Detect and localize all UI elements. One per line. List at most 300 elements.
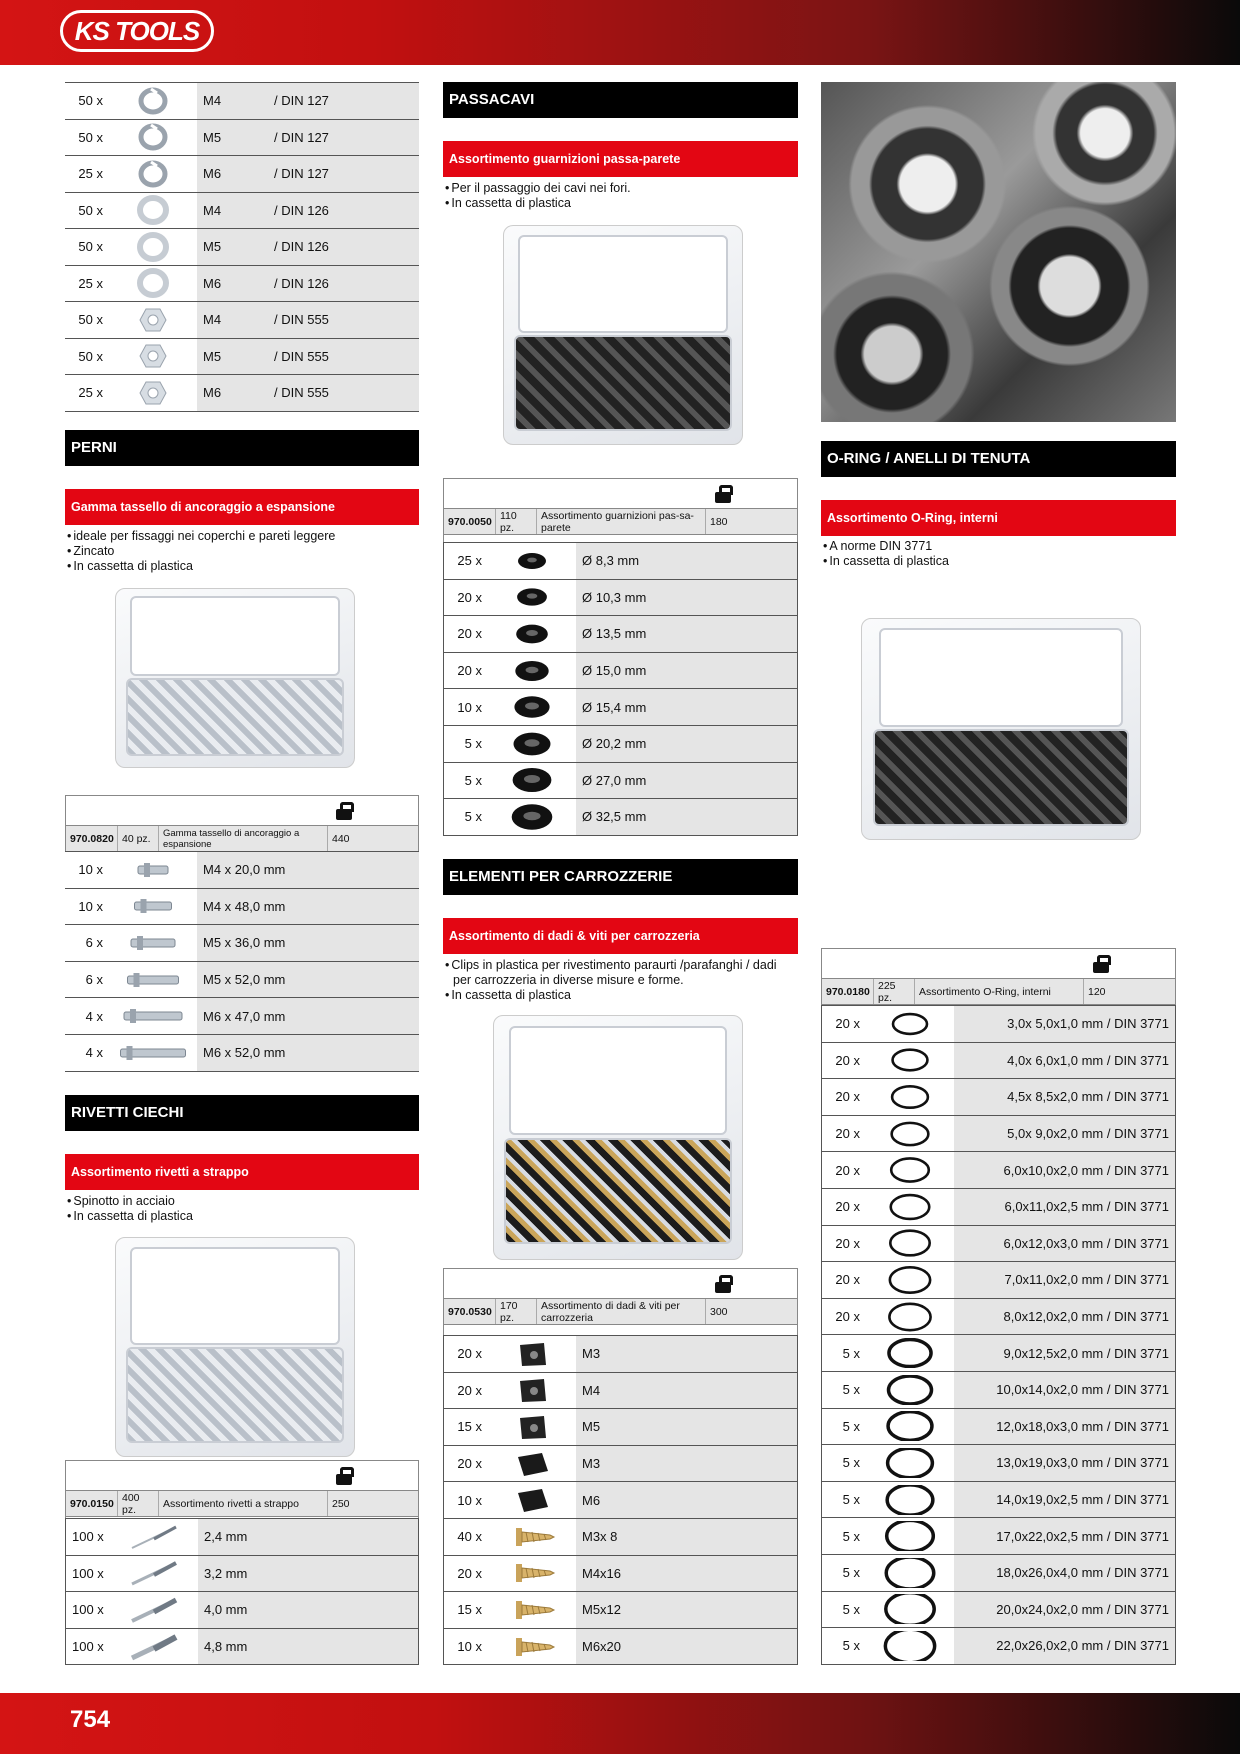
- table-row: [822, 1299, 1175, 1336]
- item-description: 8,0x12,0x2,0 mm / DIN 3771: [954, 1299, 1175, 1335]
- item-description: 22,0x26,0x2,0 mm / DIN 3771: [954, 1628, 1175, 1664]
- table-row: [65, 193, 419, 230]
- table-row: [822, 1152, 1175, 1189]
- article-code: 970.0820: [66, 826, 118, 851]
- item-description: 17,0x22,0x2,5 mm / DIN 3771: [954, 1518, 1175, 1554]
- o-ring-icon: [870, 1375, 950, 1405]
- table-row: [444, 580, 797, 617]
- quantity: 50 x: [65, 302, 109, 338]
- rivet-icon: [114, 1522, 194, 1552]
- quantity: 5 x: [822, 1409, 866, 1445]
- weight-value: 440: [332, 832, 350, 845]
- item-illustration: [488, 726, 576, 762]
- product-photo: [861, 618, 1141, 840]
- item-description: 9,0x12,5x2,0 mm / DIN 3771: [954, 1335, 1175, 1371]
- quantity: 20 x: [822, 1152, 866, 1188]
- norm: / DIN 555: [274, 375, 419, 411]
- table-row: [444, 1629, 797, 1666]
- o-ring-icon: [870, 1558, 950, 1588]
- item-illustration: [109, 889, 197, 925]
- table-row: [65, 852, 419, 889]
- quantity: 20 x: [444, 653, 488, 689]
- item-illustration: [488, 580, 576, 616]
- thread-size: M6: [197, 266, 274, 302]
- feature-item: • In cassetta di plastica: [443, 196, 798, 211]
- item-illustration: [488, 1556, 576, 1592]
- item-description: 5,0x 9,0x2,0 mm / DIN 3771: [954, 1116, 1175, 1152]
- item-illustration: [109, 266, 197, 302]
- feature-list: [821, 539, 1176, 569]
- item-illustration: [488, 1409, 576, 1445]
- item-illustration: [109, 962, 197, 998]
- item-description: M5: [576, 1409, 797, 1445]
- quantity: 40 x: [444, 1519, 488, 1555]
- table-row: [444, 1373, 797, 1410]
- piece-count: 110 pz.: [496, 509, 537, 534]
- item-description: M6x20: [576, 1629, 797, 1665]
- weight-icon: [715, 1275, 731, 1293]
- table-row: [65, 998, 419, 1035]
- grommet-icon: [492, 546, 572, 576]
- o-ring-icon: [870, 1265, 950, 1295]
- thread-size: M4: [197, 193, 274, 229]
- quantity: 10 x: [444, 689, 488, 725]
- thread-size: M5: [197, 339, 274, 375]
- item-illustration: [866, 1116, 954, 1152]
- item-description: M5 x 52,0 mm: [197, 962, 419, 998]
- table-row: [444, 1556, 797, 1593]
- table-row: [444, 763, 797, 800]
- table-row: [444, 1336, 797, 1373]
- page-footer: [0, 1693, 1240, 1754]
- article-name: Gamma tassello di ancoraggio a espansione: [159, 826, 328, 851]
- quantity: 5 x: [822, 1592, 866, 1628]
- item-description: Ø 8,3 mm: [576, 543, 797, 579]
- table-row: [65, 83, 419, 120]
- rivet-icon: [114, 1632, 194, 1662]
- item-illustration: [866, 1079, 954, 1115]
- item-illustration: [488, 616, 576, 652]
- item-illustration: [866, 1299, 954, 1335]
- product-photo: [115, 1237, 355, 1457]
- item-description: Ø 15,4 mm: [576, 689, 797, 725]
- section-subtitle: Assortimento di dadi & viti per carrozzeria: [443, 918, 798, 954]
- item-illustration: [866, 1409, 954, 1445]
- table-row: [65, 229, 419, 266]
- o-ring-icon: [870, 1045, 950, 1075]
- item-illustration: [109, 83, 197, 119]
- table-row: [822, 1079, 1175, 1116]
- item-illustration: [866, 1372, 954, 1408]
- item-illustration: [866, 1628, 954, 1664]
- flat-washer-icon: [113, 232, 193, 262]
- self-tapping-screw-icon: [492, 1522, 572, 1552]
- item-illustration: [866, 1262, 954, 1298]
- item-description: 3,0x 5,0x1,0 mm / DIN 3771: [954, 1006, 1175, 1042]
- section-subtitle: Assortimento O-Ring, interni: [821, 500, 1176, 536]
- item-illustration: [109, 375, 197, 411]
- feature-item: • Clips in plastica per rivestimento paraurti /parafanghi / dadi per carrozzeria in diverse misure e forme.: [443, 958, 798, 988]
- item-illustration: [110, 1592, 198, 1628]
- table-row: [444, 1446, 797, 1483]
- quantity: 20 x: [822, 1116, 866, 1152]
- item-illustration: [488, 799, 576, 835]
- weight-icon: [336, 1467, 352, 1485]
- quantity: 25 x: [65, 156, 109, 192]
- quantity: 20 x: [444, 1336, 488, 1372]
- piece-count: 225 pz.: [874, 979, 915, 1004]
- rivet-icon: [114, 1558, 194, 1588]
- quantity: 5 x: [444, 799, 488, 835]
- piece-count: 40 pz.: [118, 826, 159, 851]
- feature-item: • In cassetta di plastica: [443, 988, 798, 1003]
- item-description: 18,0x26,0x4,0 mm / DIN 3771: [954, 1555, 1175, 1591]
- quantity: 50 x: [65, 193, 109, 229]
- item-illustration: [866, 1555, 954, 1591]
- table-row: [822, 1628, 1175, 1665]
- quantity: 10 x: [65, 889, 109, 925]
- item-description: M5x12: [576, 1592, 797, 1628]
- o-ring-icon: [870, 1521, 950, 1551]
- item-description: Ø 20,2 mm: [576, 726, 797, 762]
- item-description: 20,0x24,0x2,0 mm / DIN 3771: [954, 1592, 1175, 1628]
- item-illustration: [488, 1629, 576, 1665]
- grommet-icon: [492, 656, 572, 686]
- o-ring-icon: [870, 1448, 950, 1478]
- quantity: 20 x: [444, 1556, 488, 1592]
- feature-item: • In cassetta di plastica: [821, 554, 1176, 569]
- quantity: 10 x: [65, 852, 109, 888]
- item-illustration: [866, 1189, 954, 1225]
- o-ring-icon: [870, 1155, 950, 1185]
- rivet-icon: [114, 1595, 194, 1625]
- feature-item: • Per il passaggio dei cavi nei fori.: [443, 181, 798, 196]
- section-subtitle: Assortimento guarnizioni passa-parete: [443, 141, 798, 177]
- thread-size: M5: [197, 229, 274, 265]
- table-row: [444, 543, 797, 580]
- item-description: 3,2 mm: [198, 1556, 418, 1592]
- weight-icon: [1093, 955, 1109, 973]
- hex-nut-icon: [113, 305, 193, 335]
- article-code: 970.0530: [444, 1299, 496, 1324]
- item-description: M4: [576, 1373, 797, 1409]
- quantity: 20 x: [444, 580, 488, 616]
- article-name: Assortimento guarnizioni pas-sa-parete: [537, 509, 706, 534]
- table-row: [65, 339, 419, 376]
- brand-logo: KS TOOLS: [60, 10, 214, 52]
- quantity: 25 x: [444, 543, 488, 579]
- piece-count: 400 pz.: [118, 1491, 159, 1516]
- feature-item: • Zincato: [65, 544, 419, 559]
- table-row: [65, 889, 419, 926]
- quantity: 20 x: [822, 1226, 866, 1262]
- item-table: [821, 1005, 1176, 1665]
- article-code: 970.0050: [444, 509, 496, 534]
- product-photo: [503, 225, 743, 445]
- table-row: [444, 1482, 797, 1519]
- item-table: [443, 542, 798, 836]
- item-illustration: [866, 1518, 954, 1554]
- item-illustration: [109, 1035, 197, 1071]
- norm: / DIN 555: [274, 302, 419, 338]
- item-illustration: [866, 1482, 954, 1518]
- anchor-icon: [113, 965, 193, 995]
- quantity: 50 x: [65, 339, 109, 375]
- item-description: M4x16: [576, 1556, 797, 1592]
- item-illustration: [488, 1373, 576, 1409]
- clip-nut-icon: [492, 1485, 572, 1515]
- table-row: [444, 689, 797, 726]
- article-name: Assortimento rivetti a strappo: [159, 1491, 328, 1516]
- hex-nut-icon: [113, 378, 193, 408]
- quantity: 15 x: [444, 1592, 488, 1628]
- o-ring-icon: [870, 1082, 950, 1112]
- norm: / DIN 127: [274, 120, 419, 156]
- product-photo: [493, 1015, 743, 1260]
- table-row: [822, 1518, 1175, 1555]
- quantity: 20 x: [822, 1006, 866, 1042]
- weight-value: 300: [710, 1305, 728, 1318]
- speed-nut-icon: [492, 1375, 572, 1405]
- norm: / DIN 126: [274, 193, 419, 229]
- feature-item: • In cassetta di plastica: [65, 559, 419, 574]
- table-row: [444, 653, 797, 690]
- item-illustration: [110, 1629, 198, 1665]
- norm: / DIN 126: [274, 266, 419, 302]
- norm: / DIN 555: [274, 339, 419, 375]
- table-row: [444, 726, 797, 763]
- item-description: 4,5x 8,5x2,0 mm / DIN 3771: [954, 1079, 1175, 1115]
- item-description: 7,0x11,0x2,0 mm / DIN 3771: [954, 1262, 1175, 1298]
- table-row: [822, 1555, 1175, 1592]
- grommet-icon: [492, 729, 572, 759]
- item-illustration: [109, 156, 197, 192]
- item-description: 12,0x18,0x3,0 mm / DIN 3771: [954, 1409, 1175, 1445]
- feature-item: • Spinotto in acciaio: [65, 1194, 419, 1209]
- spring-washer-icon: [113, 159, 193, 189]
- table-row: [65, 120, 419, 157]
- quantity: 10 x: [444, 1629, 488, 1665]
- quantity: 6 x: [65, 962, 109, 998]
- item-table: [443, 1335, 798, 1665]
- thread-size: M6: [197, 156, 274, 192]
- quantity: 5 x: [822, 1445, 866, 1481]
- table-row: [66, 1629, 418, 1666]
- quantity: 5 x: [444, 726, 488, 762]
- item-illustration: [866, 1335, 954, 1371]
- article-code: 970.0180: [822, 979, 874, 1004]
- spec-table: [443, 478, 798, 546]
- item-description: Ø 13,5 mm: [576, 616, 797, 652]
- table-row: [66, 1519, 418, 1556]
- anchor-icon: [113, 891, 193, 921]
- table-row: [822, 1043, 1175, 1080]
- feature-item: • In cassetta di plastica: [65, 1209, 419, 1224]
- anchor-icon: [113, 855, 193, 885]
- quantity: 20 x: [822, 1043, 866, 1079]
- quantity: 50 x: [65, 120, 109, 156]
- o-ring-icon: [870, 1009, 950, 1039]
- item-description: Ø 32,5 mm: [576, 799, 797, 835]
- anchor-icon: [113, 1038, 193, 1068]
- item-illustration: [109, 998, 197, 1034]
- section-title: PERNI: [65, 430, 419, 466]
- weight-value: 120: [1088, 985, 1106, 998]
- item-illustration: [488, 1446, 576, 1482]
- spec-table: [443, 1268, 798, 1336]
- piece-count: 170 pz.: [496, 1299, 537, 1324]
- table-row: [65, 962, 419, 999]
- norm: / DIN 127: [274, 83, 419, 119]
- item-illustration: [109, 925, 197, 961]
- item-description: M3: [576, 1446, 797, 1482]
- item-illustration: [109, 193, 197, 229]
- grommet-icon: [492, 692, 572, 722]
- item-description: 6,0x11,0x2,5 mm / DIN 3771: [954, 1189, 1175, 1225]
- item-illustration: [488, 1519, 576, 1555]
- table-row: [444, 1519, 797, 1556]
- item-description: M6 x 47,0 mm: [197, 998, 419, 1034]
- thread-size: M4: [197, 83, 274, 119]
- quantity: 5 x: [822, 1518, 866, 1554]
- quantity: 5 x: [822, 1628, 866, 1664]
- quantity: 4 x: [65, 1035, 109, 1071]
- norm: / DIN 127: [274, 156, 419, 192]
- quantity: 20 x: [822, 1299, 866, 1335]
- item-illustration: [866, 1152, 954, 1188]
- table-row: [65, 925, 419, 962]
- section-title: PASSACAVI: [443, 82, 798, 118]
- item-illustration: [866, 1226, 954, 1262]
- table-row: [444, 1592, 797, 1629]
- item-description: 14,0x19,0x2,5 mm / DIN 3771: [954, 1482, 1175, 1518]
- quantity: 20 x: [822, 1189, 866, 1225]
- table-row: [822, 1409, 1175, 1446]
- table-row: [822, 1445, 1175, 1482]
- weight-icon: [715, 485, 731, 503]
- feature-list: [65, 529, 419, 574]
- grommet-icon: [492, 765, 572, 795]
- item-illustration: [110, 1556, 198, 1592]
- weight-value: 250: [332, 1497, 350, 1510]
- table-row: [65, 266, 419, 303]
- section-title: O-RING / ANELLI DI TENUTA: [821, 441, 1176, 477]
- item-illustration: [110, 1519, 198, 1555]
- quantity: 4 x: [65, 998, 109, 1034]
- item-description: M3x 8: [576, 1519, 797, 1555]
- grommet-icon: [492, 582, 572, 612]
- washer-table: [65, 82, 419, 412]
- sockets-photo: [821, 82, 1176, 422]
- item-description: M4 x 48,0 mm: [197, 889, 419, 925]
- spring-washer-icon: [113, 122, 193, 152]
- item-description: 4,0 mm: [198, 1592, 418, 1628]
- item-illustration: [488, 1592, 576, 1628]
- self-tapping-screw-icon: [492, 1595, 572, 1625]
- item-description: M6 x 52,0 mm: [197, 1035, 419, 1071]
- quantity: 20 x: [822, 1079, 866, 1115]
- o-ring-icon: [870, 1192, 950, 1222]
- quantity: 25 x: [65, 375, 109, 411]
- item-illustration: [866, 1592, 954, 1628]
- quantity: 6 x: [65, 925, 109, 961]
- feature-item: • ideale per fissaggi nei coperchi e pareti leggere: [65, 529, 419, 544]
- table-row: [822, 1372, 1175, 1409]
- section-subtitle: Gamma tassello di ancoraggio a espansione: [65, 489, 419, 525]
- table-row: [65, 302, 419, 339]
- item-illustration: [488, 763, 576, 799]
- article-name: Assortimento di dadi & viti per carrozzeria: [537, 1299, 706, 1324]
- quantity: 15 x: [444, 1409, 488, 1445]
- quantity: 5 x: [822, 1555, 866, 1591]
- weight-value: 180: [710, 515, 728, 528]
- quantity: 20 x: [822, 1262, 866, 1298]
- o-ring-icon: [870, 1338, 950, 1368]
- quantity: 20 x: [444, 1446, 488, 1482]
- item-illustration: [488, 689, 576, 725]
- grommet-icon: [492, 802, 572, 832]
- o-ring-icon: [870, 1411, 950, 1441]
- item-illustration: [109, 302, 197, 338]
- item-description: 13,0x19,0x3,0 mm / DIN 3771: [954, 1445, 1175, 1481]
- quantity: 5 x: [822, 1372, 866, 1408]
- table-row: [65, 156, 419, 193]
- item-illustration: [488, 1336, 576, 1372]
- quantity: 25 x: [65, 266, 109, 302]
- table-row: [65, 1035, 419, 1072]
- thread-size: M4: [197, 302, 274, 338]
- item-illustration: [109, 339, 197, 375]
- item-description: 6,0x12,0x3,0 mm / DIN 3771: [954, 1226, 1175, 1262]
- speed-nut-icon: [492, 1339, 572, 1369]
- section-subtitle: Assortimento rivetti a strappo: [65, 1154, 419, 1190]
- table-row: [444, 1409, 797, 1446]
- item-description: 4,8 mm: [198, 1629, 418, 1665]
- item-illustration: [488, 653, 576, 689]
- thread-size: M6: [197, 375, 274, 411]
- table-row: [444, 799, 797, 836]
- o-ring-icon: [870, 1631, 950, 1661]
- hex-nut-icon: [113, 341, 193, 371]
- item-description: 10,0x14,0x2,0 mm / DIN 3771: [954, 1372, 1175, 1408]
- item-illustration: [109, 120, 197, 156]
- item-illustration: [109, 852, 197, 888]
- table-row: [444, 616, 797, 653]
- table-row: [65, 375, 419, 412]
- o-ring-icon: [870, 1302, 950, 1332]
- o-ring-icon: [870, 1228, 950, 1258]
- o-ring-icon: [870, 1594, 950, 1624]
- grommet-icon: [492, 619, 572, 649]
- table-row: [822, 1335, 1175, 1372]
- section-title: RIVETTI CIECHI: [65, 1095, 419, 1131]
- o-ring-icon: [870, 1119, 950, 1149]
- flat-washer-icon: [113, 268, 193, 298]
- speed-nut-icon: [492, 1412, 572, 1442]
- norm: / DIN 126: [274, 229, 419, 265]
- quantity: 100 x: [66, 1556, 110, 1592]
- anchor-icon: [113, 928, 193, 958]
- table-row: [822, 1482, 1175, 1519]
- quantity: 10 x: [444, 1482, 488, 1518]
- quantity: 5 x: [822, 1482, 866, 1518]
- item-description: M5 x 36,0 mm: [197, 925, 419, 961]
- item-description: 6,0x10,0x2,0 mm / DIN 3771: [954, 1152, 1175, 1188]
- item-description: M3: [576, 1336, 797, 1372]
- anchor-icon: [113, 1001, 193, 1031]
- item-description: Ø 10,3 mm: [576, 580, 797, 616]
- item-illustration: [488, 1482, 576, 1518]
